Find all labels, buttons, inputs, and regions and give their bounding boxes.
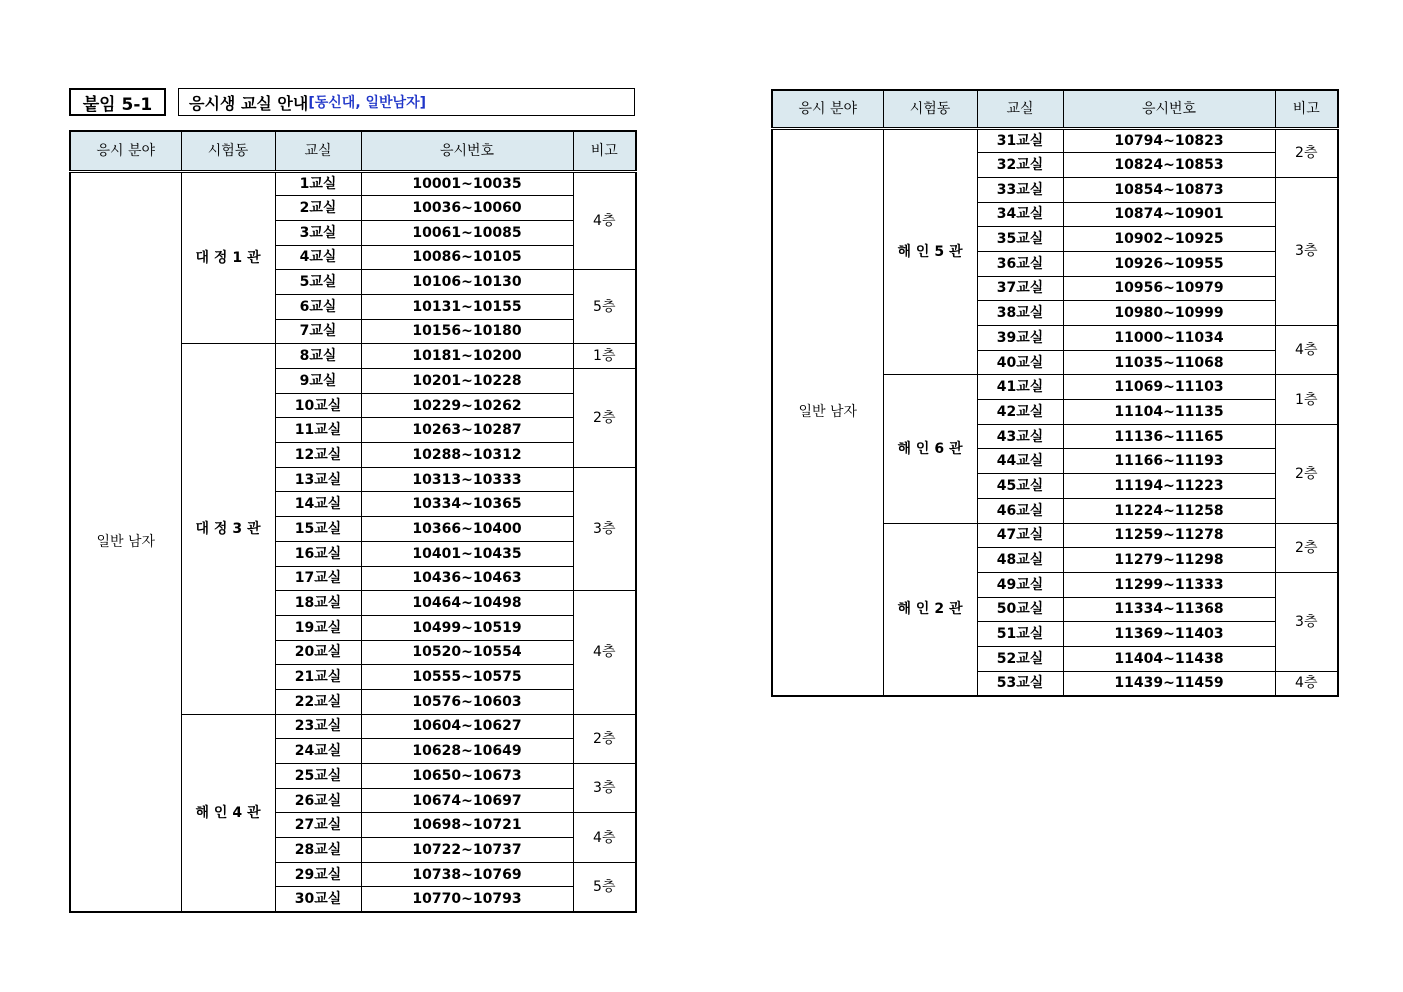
- floor-note-cell: 2층: [1275, 128, 1338, 177]
- room-cell: 23교실: [275, 714, 361, 739]
- room-cell: 29교실: [275, 862, 361, 887]
- room-cell: 50교실: [977, 597, 1063, 622]
- room-cell: 49교실: [977, 572, 1063, 597]
- room-cell: 27교실: [275, 813, 361, 838]
- room-cell: 20교실: [275, 640, 361, 665]
- exam-number-range-cell: 10555~10575: [361, 665, 573, 690]
- exam-number-range-cell: 10794~10823: [1063, 128, 1275, 153]
- room-cell: 46교실: [977, 498, 1063, 523]
- room-cell: 24교실: [275, 739, 361, 764]
- floor-note-cell: 3층: [573, 764, 636, 813]
- room-cell: 13교실: [275, 467, 361, 492]
- room-cell: 22교실: [275, 689, 361, 714]
- floor-note-cell: 4층: [573, 591, 636, 714]
- document-title-box: [178, 88, 635, 116]
- exam-number-range-cell: 10650~10673: [361, 764, 573, 789]
- exam-number-range-cell: 10956~10979: [1063, 276, 1275, 301]
- room-cell: 25교실: [275, 764, 361, 789]
- classroom-rows: [772, 128, 1338, 696]
- exam-number-range-cell: 10926~10955: [1063, 251, 1275, 276]
- floor-note-cell: 5층: [573, 862, 636, 911]
- building-cell: 해 인 5 관: [883, 128, 977, 375]
- exam-number-range-cell: 11334~11368: [1063, 597, 1275, 622]
- exam-number-range-cell: 11035~11068: [1063, 350, 1275, 375]
- exam-number-range-cell: 10401~10435: [361, 541, 573, 566]
- exam-number-range-cell: 10334~10365: [361, 492, 573, 517]
- floor-note-cell: 5층: [573, 270, 636, 344]
- room-cell: 5교실: [275, 270, 361, 295]
- exam-number-range-cell: 10229~10262: [361, 393, 573, 418]
- floor-note-cell: 1층: [573, 344, 636, 369]
- room-cell: 26교실: [275, 788, 361, 813]
- room-cell: 28교실: [275, 838, 361, 863]
- floor-note-cell: 2층: [573, 369, 636, 468]
- exam-number-range-cell: 10106~10130: [361, 270, 573, 295]
- header-room: 교실: [275, 131, 361, 171]
- floor-note-cell: 4층: [1275, 326, 1338, 375]
- building-cell: 대 정 1 관: [181, 171, 275, 344]
- exam-number-range-cell: 10036~10060: [361, 196, 573, 221]
- room-cell: 38교실: [977, 301, 1063, 326]
- category-cell: 일반 남자: [772, 128, 883, 696]
- table-header-row: [70, 131, 636, 171]
- floor-note-cell: 2층: [573, 714, 636, 763]
- room-cell: 1교실: [275, 171, 361, 196]
- exam-number-range-cell: 10824~10853: [1063, 153, 1275, 178]
- room-cell: 33교실: [977, 177, 1063, 202]
- document-title: 응시생 교실 안내: [189, 93, 309, 113]
- exam-number-range-cell: 11259~11278: [1063, 523, 1275, 548]
- room-cell: 44교실: [977, 449, 1063, 474]
- exam-number-range-cell: 10464~10498: [361, 591, 573, 616]
- room-cell: 15교실: [275, 517, 361, 542]
- building-cell: 해 인 6 관: [883, 375, 977, 523]
- classroom-table-right: [771, 89, 1339, 697]
- exam-number-range-cell: 11000~11034: [1063, 326, 1275, 351]
- exam-number-range-cell: 11299~11333: [1063, 572, 1275, 597]
- room-cell: 17교실: [275, 566, 361, 591]
- room-cell: 6교실: [275, 294, 361, 319]
- exam-number-range-cell: 10086~10105: [361, 245, 573, 270]
- exam-number-range-cell: 10288~10312: [361, 443, 573, 468]
- exam-number-range-cell: 10313~10333: [361, 467, 573, 492]
- floor-note-cell: 2층: [1275, 523, 1338, 572]
- exam-number-range-cell: 10520~10554: [361, 640, 573, 665]
- exam-number-range-cell: 10722~10737: [361, 838, 573, 863]
- exam-number-range-cell: 11439~11459: [1063, 671, 1275, 696]
- exam-number-range-cell: 10366~10400: [361, 517, 573, 542]
- document-subtitle: [동신대, 일반남자]: [308, 95, 427, 111]
- room-cell: 8교실: [275, 344, 361, 369]
- exam-number-range-cell: 10499~10519: [361, 615, 573, 640]
- attachment-label: 붙임 5-1: [82, 94, 153, 115]
- floor-note-cell: 4층: [573, 171, 636, 270]
- room-cell: 4교실: [275, 245, 361, 270]
- room-cell: 32교실: [977, 153, 1063, 178]
- room-cell: 9교실: [275, 369, 361, 394]
- exam-number-range-cell: 10201~10228: [361, 369, 573, 394]
- table-row: [70, 171, 636, 196]
- room-cell: 21교실: [275, 665, 361, 690]
- room-cell: 35교실: [977, 227, 1063, 252]
- building-cell: 해 인 2 관: [883, 523, 977, 696]
- exam-number-range-cell: 11136~11165: [1063, 424, 1275, 449]
- exam-number-range-cell: 10604~10627: [361, 714, 573, 739]
- exam-number-range-cell: 11224~11258: [1063, 498, 1275, 523]
- exam-number-range-cell: 10902~10925: [1063, 227, 1275, 252]
- room-cell: 51교실: [977, 622, 1063, 647]
- exam-number-range-cell: 10436~10463: [361, 566, 573, 591]
- room-cell: 3교실: [275, 220, 361, 245]
- exam-number-range-cell: 11194~11223: [1063, 474, 1275, 499]
- exam-number-range-cell: 10131~10155: [361, 294, 573, 319]
- room-cell: 37교실: [977, 276, 1063, 301]
- exam-number-range-cell: 11069~11103: [1063, 375, 1275, 400]
- room-cell: 40교실: [977, 350, 1063, 375]
- attachment-label-box: [69, 88, 166, 116]
- header-note: 비고: [573, 131, 636, 171]
- room-cell: 48교실: [977, 548, 1063, 573]
- room-cell: 47교실: [977, 523, 1063, 548]
- exam-number-range-cell: 10181~10200: [361, 344, 573, 369]
- room-cell: 36교실: [977, 251, 1063, 276]
- room-cell: 45교실: [977, 474, 1063, 499]
- room-cell: 12교실: [275, 443, 361, 468]
- exam-number-range-cell: 10628~10649: [361, 739, 573, 764]
- exam-number-range-cell: 11104~11135: [1063, 400, 1275, 425]
- building-cell: 해 인 4 관: [181, 714, 275, 912]
- exam-number-range-cell: 10674~10697: [361, 788, 573, 813]
- room-cell: 31교실: [977, 128, 1063, 153]
- exam-number-range-cell: 11166~11193: [1063, 449, 1275, 474]
- classroom-rows: [70, 171, 636, 912]
- floor-note-cell: 3층: [573, 467, 636, 590]
- room-cell: 41교실: [977, 375, 1063, 400]
- header-building: 시험동: [883, 90, 977, 128]
- room-cell: 42교실: [977, 400, 1063, 425]
- floor-note-cell: 4층: [573, 813, 636, 862]
- header-building: 시험동: [181, 131, 275, 171]
- room-cell: 2교실: [275, 196, 361, 221]
- room-cell: 52교실: [977, 646, 1063, 671]
- exam-number-range-cell: 10698~10721: [361, 813, 573, 838]
- exam-number-range-cell: 10061~10085: [361, 220, 573, 245]
- exam-number-range-cell: 10854~10873: [1063, 177, 1275, 202]
- room-cell: 53교실: [977, 671, 1063, 696]
- exam-number-range-cell: 11404~11438: [1063, 646, 1275, 671]
- room-cell: 19교실: [275, 615, 361, 640]
- exam-number-range-cell: 10576~10603: [361, 689, 573, 714]
- exam-number-range-cell: 10874~10901: [1063, 202, 1275, 227]
- exam-number-range-cell: 10156~10180: [361, 319, 573, 344]
- exam-number-range-cell: 10001~10035: [361, 171, 573, 196]
- exam-number-range-cell: 10738~10769: [361, 862, 573, 887]
- room-cell: 16교실: [275, 541, 361, 566]
- room-cell: 43교실: [977, 424, 1063, 449]
- floor-note-cell: 3층: [1275, 572, 1338, 671]
- header-category: 응시 분야: [772, 90, 883, 128]
- header-exam-number: 응시번호: [361, 131, 573, 171]
- exam-number-range-cell: 10770~10793: [361, 887, 573, 912]
- floor-note-cell: 2층: [1275, 424, 1338, 523]
- header-note: 비고: [1275, 90, 1338, 128]
- floor-note-cell: 4층: [1275, 671, 1338, 696]
- room-cell: 14교실: [275, 492, 361, 517]
- exam-number-range-cell: 11369~11403: [1063, 622, 1275, 647]
- table-header-row: [772, 90, 1338, 128]
- header-room: 교실: [977, 90, 1063, 128]
- room-cell: 30교실: [275, 887, 361, 912]
- exam-number-range-cell: 10980~10999: [1063, 301, 1275, 326]
- category-cell: 일반 남자: [70, 171, 181, 912]
- building-cell: 대 정 3 관: [181, 344, 275, 714]
- room-cell: 18교실: [275, 591, 361, 616]
- room-cell: 39교실: [977, 326, 1063, 351]
- classroom-table-left: [69, 130, 637, 913]
- floor-note-cell: 1층: [1275, 375, 1338, 424]
- header-exam-number: 응시번호: [1063, 90, 1275, 128]
- table-row: [772, 128, 1338, 153]
- room-cell: 7교실: [275, 319, 361, 344]
- room-cell: 34교실: [977, 202, 1063, 227]
- floor-note-cell: 3층: [1275, 177, 1338, 325]
- room-cell: 10교실: [275, 393, 361, 418]
- room-cell: 11교실: [275, 418, 361, 443]
- exam-number-range-cell: 11279~11298: [1063, 548, 1275, 573]
- header-category: 응시 분야: [70, 131, 181, 171]
- exam-number-range-cell: 10263~10287: [361, 418, 573, 443]
